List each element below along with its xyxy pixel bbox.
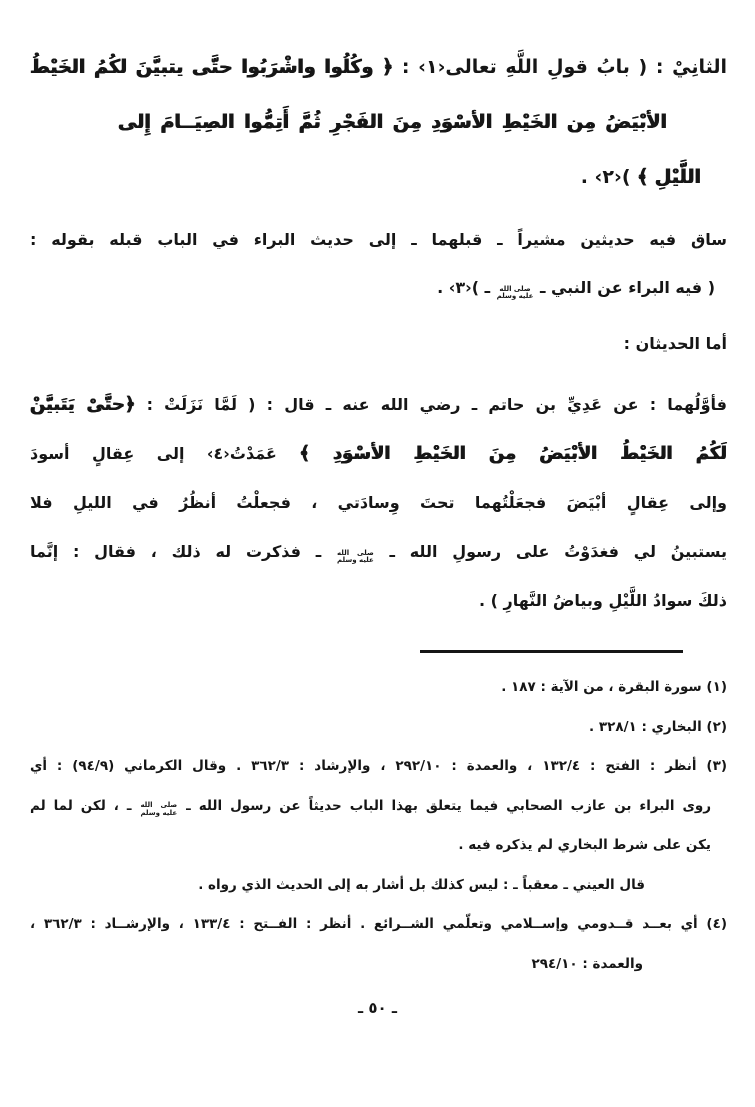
hadith-line-4-text: يستبينُ لي فغدَوْتُ على رسولِ الله ـ	[374, 542, 727, 561]
salawat-top-text: صلى الله	[499, 284, 531, 293]
quran-quote-opening: ﴿ وكُلُوا واشْرَبُوا حتَّى يتبيَّنَ لكُمُ الخَيْطُ	[30, 56, 394, 78]
salawat-top-text: صلى الله	[336, 548, 374, 557]
footnote-separator	[420, 650, 683, 653]
footnote-3-line-2-tail: ـ ، لكن لما لم	[30, 797, 140, 814]
footnote-3-line-3: يكن على شرط البخاري لم يذكره فيه .	[458, 837, 711, 853]
footnote-3-line-2	[30, 787, 727, 827]
intro-line-1: ساق فيه حديثين مشيراً ـ قبلهما ـ إلى حديث البراء في الباب قبله بقوله :	[30, 230, 727, 249]
subheading: أما الحديثان :	[623, 334, 727, 353]
hadith-line-2	[30, 429, 727, 478]
hadith-line-1	[30, 380, 727, 429]
footnote-3-comment: قال العيني ـ معقباً ـ : ليس كذلك بل أشار به إلى الحديث الذي رواه .	[198, 876, 645, 893]
quran-quote-middle: الأبْيَضُ مِن الخَيْطِ الأسْوَدِ مِنَ الفَجْرِ ثُمَّ أَتِمُّوا الصِيَــامَ إِلى	[118, 111, 667, 133]
heading-line-1	[30, 40, 727, 95]
hadith-line-3: وإلى عِقالٍ أبْيَضَ فجعَلْتُهما تحتَ وِسادَتي ، فجعلْتُ أنظُرُ في الليلِ فلا	[30, 493, 727, 512]
heading-line-3	[30, 150, 727, 205]
hadith-line-2-text: عَمَدْتُ‹٤› إلى عِقالٍ أسودَ	[30, 444, 300, 463]
heading-line-2	[30, 95, 727, 150]
quran-quote-hadith-open: ﴿حتَّىْ يَتَبيَّنْ	[30, 394, 136, 415]
salawat-symbol	[497, 286, 534, 301]
heading-close-ref: )‹٢› .	[580, 166, 638, 188]
quran-quote-closing: اللَّيْلِ ﴾	[637, 166, 701, 188]
page-number: ـ ٥٠ ـ	[357, 999, 398, 1017]
footnote-1: (١) سورة البقرة ، من الآية : ١٨٧ .	[501, 679, 727, 695]
footnote-3-line-2-text: روى البراء بن عازب الصحابي فيما يتعلق بهذا الباب حديثاً عن رسول الله ـ	[178, 797, 711, 814]
salawat-bottom-text: عليه وسلم	[496, 292, 534, 300]
hadith-line-5: ذلكَ سوادُ اللَّيْلِ وبياضُ النَّهارِ ) .	[478, 591, 727, 610]
hadith-line-4-tail: ـ فذكرت له ذلك ، فقال : إنَّما	[30, 542, 336, 561]
intro-line-2	[30, 264, 727, 312]
footnote-3-line-1: (٣) أنظر : الفتح : ١٣٢/٤ ، والعمدة : ٢٩٢/١٠ ، والإرشاد : ٣٦٢/٣ . وقال الكرماني (٩٤/٩) : أي	[30, 758, 727, 774]
salawat-bottom-text: عليه وسلم	[336, 556, 374, 564]
footnote-2: (٢) البخاري : ٣٢٨/١ .	[589, 718, 727, 735]
intro-line-2-ref: ـ )‹٣› .	[437, 278, 496, 297]
quran-quote-hadith-close: لَكُمُ الخَيْطُ الأبْيَضُ مِنَ الخَيْطِ الأسْوَدِ ﴾	[299, 443, 728, 464]
chapter-heading	[30, 40, 727, 205]
salawat-symbol	[337, 550, 374, 565]
footnote-4-line-1: (٤) أي بعــد قــدومي وإســلامي وتعلّمي الشــرائع . أنظر : الفــتح : ١٣٣/٤ ، والإرشــاد : ٣٦٢/٣ ،	[30, 916, 727, 932]
footnote-4-line-2: والعمدة : ٢٩٤/١٠	[531, 955, 643, 972]
intro-paragraph	[30, 216, 727, 312]
salawat-symbol	[140, 802, 177, 817]
salawat-bottom-text: عليه وسلم	[140, 808, 178, 817]
intro-line-2-text: ( فيه البراء عن النبي ـ	[534, 278, 715, 297]
heading-chapter-label: الثانِيْ : ( بابُ قولِ اللَّهِ تعالى‹١› :	[393, 56, 727, 78]
hadith-paragraph	[30, 380, 727, 625]
salawat-top-text: صلى الله	[140, 801, 178, 809]
hadith-line-4	[30, 527, 727, 576]
footnotes-section	[30, 668, 727, 984]
hadith-narrator-text: فأوَّلُهما : عن عَدِيِّ بن حاتم ـ رضي الله عنه ـ قال : ( لَمَّا نَزَلَتْ :	[135, 395, 727, 414]
